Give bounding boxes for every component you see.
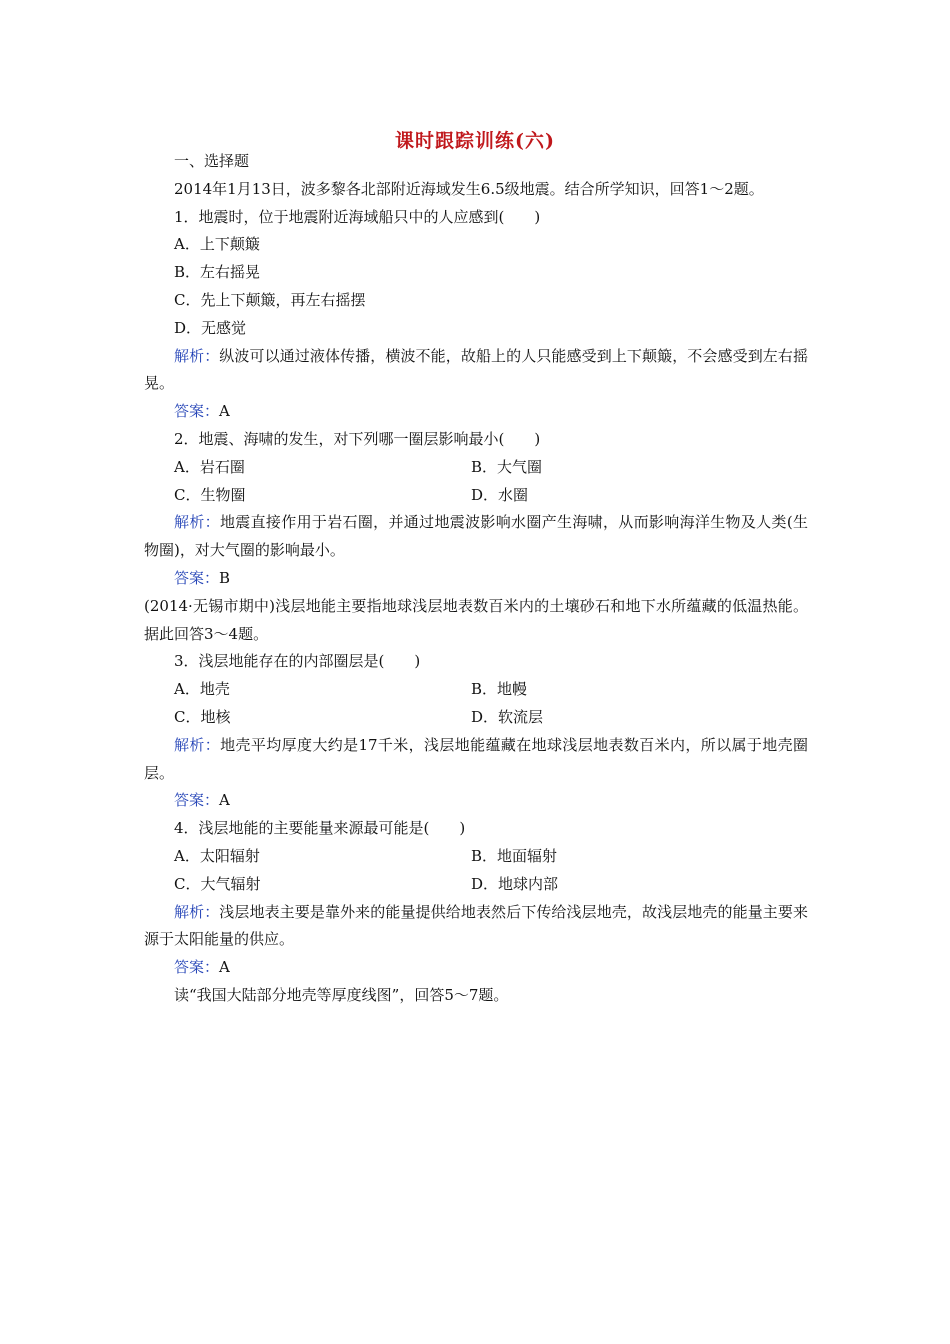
question-1-analysis-text: 纵波可以通过液体传播，横波不能，故船上的人只能感受到上下颠簸，不会感受到左右摇晃。 xyxy=(144,346,808,393)
question-2-analysis-text: 地震直接作用于岩石圈，并通过地震波影响水圈产生海啸，从而影响海洋生物及人类(生物圈)，对大气圈的影响最小。 xyxy=(144,513,808,560)
intro-paragraph-1: 2014年1月13日，波多黎各北部附近海域发生6.5级地震。结合所学知识，回答1～2题。 xyxy=(174,179,764,198)
question-3-options-row-1 xyxy=(144,676,808,704)
intro-paragraph-2: (2014·无锡市期中)浅层地能主要指地球浅层地表数百米内的土壤砂石和地下水所蕴藏的低温热能。据此回答3～4题。 xyxy=(144,596,808,643)
question-3-options-row-2 xyxy=(144,704,808,732)
question-3-analysis-text: 地壳平均厚度大约是17千米，浅层地能蕴藏在地球浅层地表数百米内，所以属于地壳圈层。 xyxy=(144,735,808,782)
question-2-answer xyxy=(144,565,808,593)
question-1-option-d: D．无感觉 xyxy=(174,318,247,337)
question-2-options-row-1 xyxy=(144,454,808,482)
question-3-option-d: D．软流层 xyxy=(471,707,544,726)
question-1-analysis xyxy=(144,343,808,399)
question-4-answer xyxy=(144,954,808,982)
section-heading: 一、选择题 xyxy=(174,152,250,170)
question-4-answer-value: A xyxy=(219,958,230,977)
question-2-answer-value: B xyxy=(219,568,231,587)
question-4-options-row-1 xyxy=(144,843,808,871)
question-1-option-a: A．上下颠簸 xyxy=(174,235,260,254)
answer-label: 答案： xyxy=(174,958,220,977)
question-3-answer-value: A xyxy=(219,791,230,810)
answer-label: 答案： xyxy=(174,791,220,810)
page-title: 课时跟踪训练(六) xyxy=(395,130,555,152)
question-4-analysis-text: 浅层地表主要是靠外来的能量提供给地表然后下传给浅层地壳，故浅层地壳的能量主要来源于太阳能量的供应。 xyxy=(144,902,808,949)
question-4-option-a: A．太阳辐射 xyxy=(174,846,260,865)
answer-label: 答案： xyxy=(174,402,220,421)
question-4-option-b: B．地面辐射 xyxy=(471,846,558,865)
question-3-stem: 3．浅层地能存在的内部圈层是( ) xyxy=(174,652,421,671)
question-2-option-a: A．岩石圈 xyxy=(174,457,245,476)
question-3-option-a: A．地壳 xyxy=(174,680,230,699)
question-2-option-b: B．大气圈 xyxy=(471,457,543,476)
question-2-option-d: D．水圈 xyxy=(471,485,529,504)
question-1-stem: 1．地震时，位于地震附近海域船只中的人应感到( ) xyxy=(174,207,541,226)
answer-label: 答案： xyxy=(174,568,220,587)
question-1-answer-value: A xyxy=(219,402,230,421)
question-1-answer xyxy=(144,398,808,426)
question-4-options-row-2 xyxy=(144,871,808,899)
analysis-label: 解析： xyxy=(174,735,221,754)
question-4-stem: 4．浅层地能的主要能量来源最可能是( ) xyxy=(174,819,466,838)
question-3-analysis xyxy=(144,732,808,788)
question-2-stem: 2．地震、海啸的发生，对下列哪一圈层影响最小( ) xyxy=(174,429,541,448)
question-1-option-c: C．先上下颠簸，再左右摇摆 xyxy=(174,290,366,309)
intro-paragraph-3: 读“我国大陆部分地壳等厚度线图”，回答5～7题。 xyxy=(174,985,509,1004)
question-4-option-c: C．大气辐射 xyxy=(174,874,261,893)
question-2-analysis xyxy=(144,509,808,565)
question-3-answer xyxy=(144,787,808,815)
document-body xyxy=(144,148,808,1010)
analysis-label: 解析： xyxy=(174,513,220,532)
question-2-options-row-2 xyxy=(144,482,808,510)
question-2-option-c: C．生物圈 xyxy=(174,485,246,504)
analysis-label: 解析： xyxy=(174,902,220,921)
analysis-label: 解析： xyxy=(174,346,220,365)
question-3-option-b: B．地幔 xyxy=(471,680,528,699)
question-4-analysis xyxy=(144,899,808,955)
question-4-option-d: D．地球内部 xyxy=(471,874,559,893)
question-1-option-b: B．左右摇晃 xyxy=(174,263,261,282)
question-3-option-c: C．地核 xyxy=(174,707,231,726)
